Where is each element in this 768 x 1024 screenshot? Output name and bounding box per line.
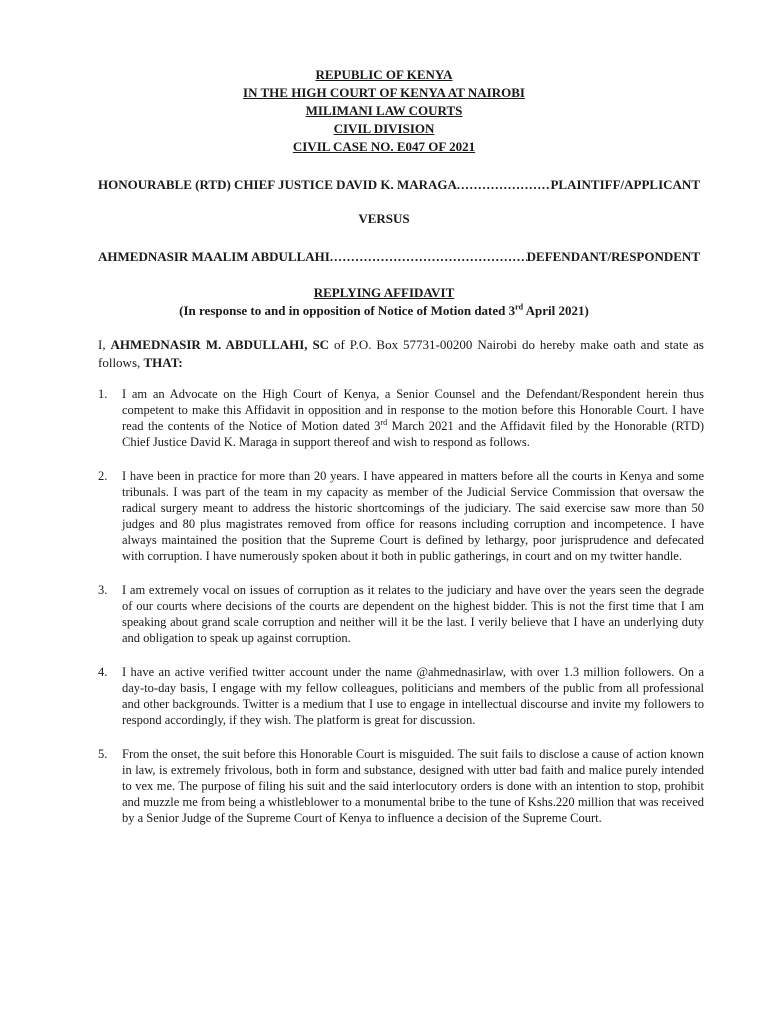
paragraph-number: 4. xyxy=(98,665,108,679)
plaintiff-name: HONOURABLE (RTD) CHIEF JUSTICE DAVID K. MARAGA xyxy=(98,177,457,192)
title-main: REPLYING AFFIDAVIT xyxy=(313,285,455,300)
document-title xyxy=(0,284,768,320)
header-republic: REPUBLIC OF KENYA xyxy=(315,67,453,82)
paragraph-1: 1. I am an Advocate on the High Court of Kenya, a Senior Counsel and the Defendant/Respondent herein thus competent to make this Affidavit in opposition and in response to the motion before this Honorable Court. I have read the contents of the Notice of Motion dated 3rd March 2021 and the Affidavit filed by the Honorable (RTD) Chief Justice David K. Maraga in support thereof and wish to respond as follows. xyxy=(98,387,705,449)
header-case-number: CIVIL CASE NO. E047 OF 2021 xyxy=(292,139,476,154)
defendant-role: DEFENDANT/RESPONDENT xyxy=(526,249,700,264)
defendant-name: AHMEDNASIR MAALIM ABDULLAHI xyxy=(98,249,330,264)
defendant-line xyxy=(98,249,700,265)
leader-dots xyxy=(330,249,527,265)
paragraph-number: 5. xyxy=(98,747,108,761)
paragraph-2: 2. I have been in practice for more than 20 years. I have appeared in matters before all the courts in Kenya and some tribunals. I was part of the team in my capacity as member of the Judicial Service Commission that oversaw the radical surgery meant to address the historic shortcomings of the judiciary. The said exercise saw more than 50 judges and 80 plus magistrates removed from office for reasons including corruption and incompetence. I have always maintained the position that the Supreme Court is defined by lethargy, poor jurisprudence and defecated with corruption. I have numerously spoken about it both in public gatherings, in court and on my twitter handle. xyxy=(98,469,704,563)
plaintiff-line xyxy=(98,177,700,193)
title-subtitle: (In response to and in opposition of Notice of Motion dated 3rd April 2021) xyxy=(179,302,589,318)
numbered-paragraphs xyxy=(98,386,705,844)
deponent-name: AHMEDNASIR M. ABDULLAHI, SC xyxy=(110,337,330,352)
paragraph-number: 1. xyxy=(98,387,108,401)
leader-dots xyxy=(457,177,551,193)
plaintiff-role: PLAINTIFF/APPLICANT xyxy=(550,177,700,192)
paragraph-5: 5. From the onset, the suit before this Honorable Court is misguided. The suit fails to disclose a cause of action known in law, is extremely frivolous, both in form and substance, designed with utter bad faith and malice purely intended to vex me. The purpose of filing his suit and the said interlocutory orders is done with an intention to stop, prohibit and muzzle me from being a whistleblower to a monumental bribe to the tune of Kshs.220 million that was received by a Senior Judge of the Supreme Court of Kenya to influence a decision of the Supreme Court. xyxy=(98,747,704,825)
paragraph-number: 3. xyxy=(98,583,108,597)
paragraph-4: 4. I have an active verified twitter account under the name @ahmednasirlaw, with over 1.3 million followers. On a day-to-day basis, I engage with my fellow colleagues, politicians and members of the public from all professional and other backgrounds. Twitter is a medium that I use to engage in intellectual discourse and invite my followers to respond accordingly, if they wish. The platform is great for discussion. xyxy=(98,665,704,727)
that-label: THAT: xyxy=(143,355,183,370)
intro-statement: I, AHMEDNASIR M. ABDULLAHI, SC of P.O. Box 57731-00200 Nairobi do hereby make oath and state as follows, THAT: xyxy=(98,337,704,370)
paragraph-3: 3. I am extremely vocal on issues of corruption as it relates to the judiciary and have over the years seen the degrade of our courts where decisions of the courts are dependent on the highest bidder. This is not the first time that I am speaking about grand scale corruption and neither will it be the last. I verily believe that I have an underlying duty and obligation to speak up against corruption. xyxy=(98,583,704,645)
paragraph-number: 2. xyxy=(98,469,108,483)
header-law-courts: MILIMANI LAW COURTS xyxy=(305,103,463,118)
header-high-court: IN THE HIGH COURT OF KENYA AT NAIROBI xyxy=(243,85,525,100)
header-division: CIVIL DIVISION xyxy=(333,121,435,136)
versus-label: VERSUS xyxy=(358,211,410,226)
court-header xyxy=(0,66,768,156)
